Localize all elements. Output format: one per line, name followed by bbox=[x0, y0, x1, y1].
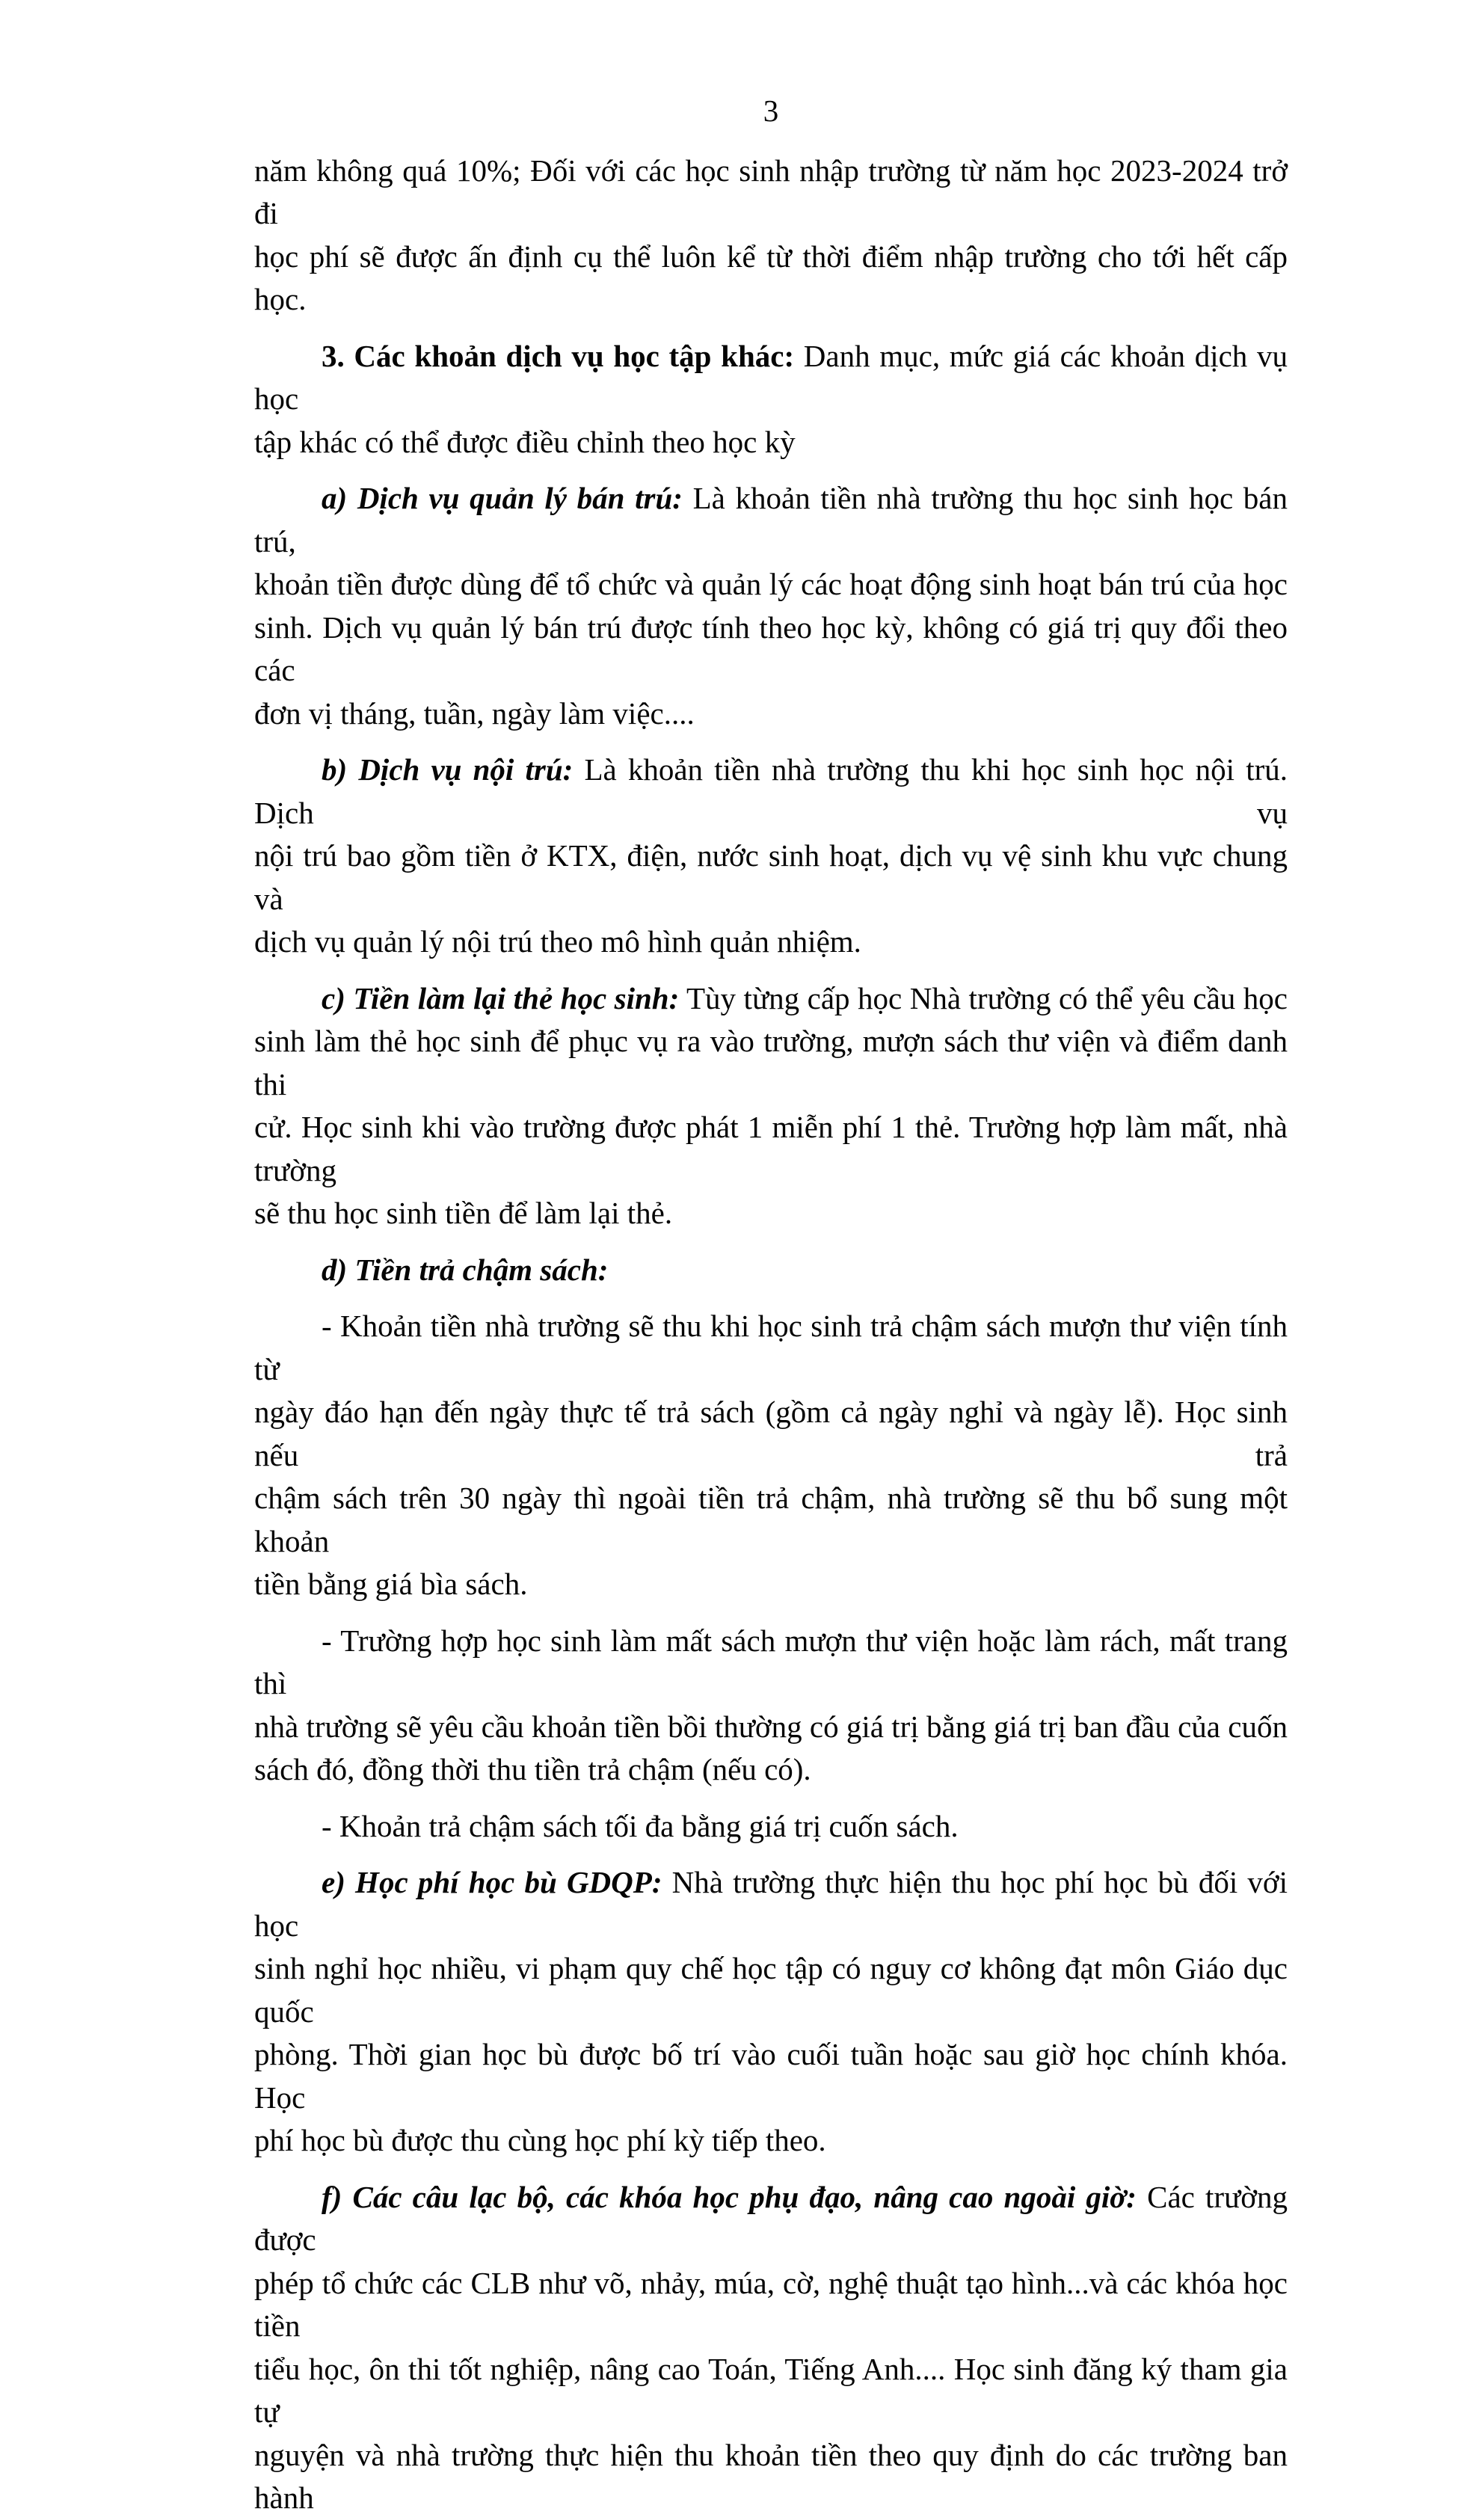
heading-run: c) Tiền làm lại thẻ học sinh: bbox=[322, 980, 680, 1015]
paragraph-item-c bbox=[254, 977, 1288, 1235]
text-line bbox=[254, 335, 1288, 421]
text-line bbox=[254, 2434, 1288, 2520]
paragraph-dash-1 bbox=[254, 1305, 1288, 1606]
text-run: tập khác có thể được điều chỉnh theo học kỳ bbox=[254, 424, 796, 459]
paragraph-dash-3 bbox=[254, 1805, 1288, 1848]
text-line bbox=[254, 1947, 1288, 2033]
text-line bbox=[254, 2119, 1288, 2163]
text-run: - Khoản trả chậm sách tối đa bằng giá trị cuốn sách. bbox=[322, 1808, 959, 1843]
text-line bbox=[254, 1106, 1288, 1192]
text-run: Tùy từng cấp học Nhà trường có thể yêu cầu học bbox=[679, 980, 1288, 1015]
text-line bbox=[254, 1477, 1288, 1563]
text-run: Là khoản tiền nhà trường thu học sinh học bán trú, bbox=[254, 481, 1288, 559]
text-run: sinh. Dịch vụ quản lý bán trú được tính theo học kỳ, không có giá trị quy đổi theo các bbox=[254, 609, 1288, 687]
text-line bbox=[254, 1706, 1288, 1749]
document-body bbox=[254, 150, 1288, 2520]
text-run: - Khoản tiền nhà trường sẽ thu khi học sinh trả chậm sách mượn thư viện tính từ bbox=[254, 1309, 1288, 1386]
text-run: sách đó, đồng thời thu tiền trả chậm (nếu có). bbox=[254, 1752, 811, 1786]
heading-run: e) Học phí học bù GDQP: bbox=[322, 1865, 662, 1899]
text-run: - Trường hợp học sinh làm mất sách mượn thư viện hoặc làm rách, mất trang thì bbox=[254, 1623, 1288, 1700]
text-run: phí học bù được thu cùng học phí kỳ tiếp theo. bbox=[254, 2123, 826, 2157]
text-line bbox=[254, 477, 1288, 563]
text-run: ngày đáo hạn đến ngày thực tế trả sách (gồm cả ngày nghỉ và ngày lễ). Học sinh nếu trả bbox=[254, 1395, 1288, 1472]
text-run: phép tổ chức các CLB như võ, nhảy, múa, cờ, nghệ thuật tạo hình...và các khóa học tiền bbox=[254, 2265, 1288, 2343]
text-line bbox=[254, 2348, 1288, 2434]
text-run: Danh mục, mức giá các khoản dịch vụ học bbox=[254, 338, 1288, 416]
text-run: sinh làm thẻ học sinh để phục vụ ra vào trường, mượn sách thư viện và điểm danh thi bbox=[254, 1024, 1288, 1101]
text-line bbox=[254, 2176, 1288, 2262]
text-line bbox=[254, 563, 1288, 606]
text-run: Là khoản tiền nhà trường thu khi học sinh học nội trú. Dịch vụ bbox=[254, 752, 1288, 830]
text-line bbox=[254, 977, 1288, 1021]
text-line bbox=[254, 692, 1288, 736]
paragraph-item-a bbox=[254, 477, 1288, 735]
text-line bbox=[254, 236, 1288, 322]
text-line bbox=[254, 2262, 1288, 2348]
text-run: dịch vụ quản lý nội trú theo mô hình quản nhiệm. bbox=[254, 924, 861, 959]
text-line bbox=[254, 1192, 1288, 1235]
paragraph-item-d bbox=[254, 1249, 1288, 1292]
page-number: 3 bbox=[763, 93, 779, 128]
text-line bbox=[254, 421, 1288, 464]
text-run: năm không quá 10%; Đối với các học sinh nhập trường từ năm học 2023-2024 trở đi bbox=[254, 153, 1288, 230]
paragraph-item-f bbox=[254, 2176, 1288, 2520]
text-run: tiền bằng giá bìa sách. bbox=[254, 1567, 528, 1601]
text-line bbox=[254, 1748, 1288, 1792]
text-run: nhà trường sẽ yêu cầu khoản tiền bồi thường có giá trị bằng giá trị ban đầu của cuốn bbox=[254, 1709, 1288, 1744]
heading-run: f) Các câu lạc bộ, các khóa học phụ đạo, nâng cao ngoài giờ: bbox=[322, 2179, 1137, 2214]
paragraph-item-3 bbox=[254, 335, 1288, 464]
paragraph-item-e bbox=[254, 1861, 1288, 2163]
text-run: phòng. Thời gian học bù được bố trí vào cuối tuần hoặc sau giờ học chính khóa. Học bbox=[254, 2037, 1288, 2115]
text-line bbox=[254, 1020, 1288, 1106]
heading-run: 3. Các khoản dịch vụ học tập khác: bbox=[322, 338, 795, 373]
text-run: học phí sẽ được ấn định cụ thể luôn kể từ thời điểm nhập trường cho tới hết cấp học. bbox=[254, 239, 1288, 316]
text-line bbox=[254, 921, 1288, 964]
heading-run: b) Dịch vụ nội trú: bbox=[322, 752, 574, 787]
text-line bbox=[254, 1620, 1288, 1706]
text-run: Các trường được bbox=[254, 2179, 1288, 2257]
text-run: Nhà trường thực hiện thu học phí học bù đối với học bbox=[254, 1865, 1288, 1943]
text-line bbox=[254, 150, 1288, 236]
text-run: cử. Học sinh khi vào trường được phát 1 miễn phí 1 thẻ. Trường hợp làm mất, nhà trường bbox=[254, 1110, 1288, 1187]
heading-run: d) Tiền trả chậm sách: bbox=[322, 1252, 609, 1287]
text-line bbox=[254, 1249, 1288, 1292]
text-run: khoản tiền được dùng để tổ chức và quản lý các hoạt động sinh hoạt bán trú của học bbox=[254, 567, 1288, 601]
paragraph-dash-2 bbox=[254, 1620, 1288, 1792]
text-run: tiểu học, ôn thi tốt nghiệp, nâng cao Toán, Tiếng Anh.... Học sinh đăng ký tham gia tự bbox=[254, 2351, 1288, 2429]
paragraph-continuation bbox=[254, 150, 1288, 322]
text-line bbox=[254, 1861, 1288, 1947]
text-run: đơn vị tháng, tuần, ngày làm việc.... bbox=[254, 695, 695, 731]
text-run: nguyện và nhà trường thực hiện thu khoản tiền theo quy định do các trường ban hành bbox=[254, 2437, 1288, 2515]
text-run: chậm sách trên 30 ngày thì ngoài tiền trả chậm, nhà trường sẽ thu bổ sung một khoản bbox=[254, 1481, 1288, 1558]
paragraph-item-b bbox=[254, 749, 1288, 964]
text-line bbox=[254, 2033, 1288, 2119]
heading-run: a) Dịch vụ quản lý bán trú: bbox=[322, 481, 683, 515]
text-line bbox=[254, 606, 1288, 692]
text-line bbox=[254, 1391, 1288, 1477]
text-line bbox=[254, 749, 1288, 835]
text-line bbox=[254, 1563, 1288, 1606]
text-line bbox=[254, 1805, 1288, 1848]
text-run: sinh nghỉ học nhiều, vi phạm quy chế học tập có nguy cơ không đạt môn Giáo dục quốc bbox=[254, 1951, 1288, 2029]
text-run: nội trú bao gồm tiền ở KTX, điện, nước sinh hoạt, dịch vụ vệ sinh khu vực chung và bbox=[254, 838, 1288, 916]
text-run: sẽ thu học sinh tiền để làm lại thẻ. bbox=[254, 1196, 673, 1230]
text-line bbox=[254, 1305, 1288, 1391]
text-line bbox=[254, 835, 1288, 921]
